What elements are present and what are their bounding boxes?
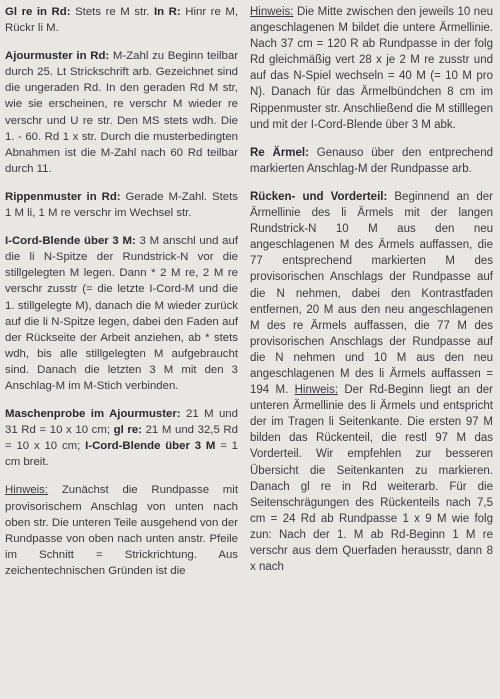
gauge-stockinette-heading: gl re: [113,424,142,437]
note-label: Hinweis: [5,484,49,497]
lace-pattern-paragraph [5,48,238,177]
left-column [5,4,238,591]
sleeve-note-text: Die Mitte zwischen den jeweils 10 neu angeschlagenen M bildet die untere Ärmellinie. Nach 37 cm = 120 R ab Rundpasse in der folg Rd gleichmäßig vert 28 x je 2 M re zusstr und auf das N-Spiel wechseln = 40 M (= 10 M pro N). Danach für das Ärmelbündchen 8 cm im Rippenmuster str. Anschließend die M stilllegen und mit der I-Cord-Blende über 3 M abk. [250,6,493,131]
gauge-text-3: = 1 cm breit. [5,440,238,469]
sleeve-note-label: Hinweis: [250,6,294,18]
gauge-text-2: 21 M und 32,5 Rd = 10 x 10 cm; [5,424,238,453]
rows-heading: In R: [154,6,181,18]
gauge-paragraph [5,406,238,470]
rows-text: Hinr re M, Rückr li M. [5,6,238,35]
body-text-2: Der Rd-Beginn liegt an der unteren Ärmellinie des li Ärmels und entspricht der im Tragen li Seitenkante. Die ersten 97 M bilden das Rückenteil, die restl 97 M das Vorderteil. Wir empfehlen zur besseren Übersicht die Seitenkanten zu markieren. Danach gl re in Rd weiterarb. Für die Seitenschrägungen des Rückenteils nach 7,5 cm = 24 Rd ab Rundpasse 1 x 9 M wie folg zun: Nach der 1. M ab Rd-Beginn 1 M re verschr aus dem Querfaden herausstr, dann 8 x nach [250,384,493,574]
note-text: Zunächst die Rundpasse mit provisorischem Anschlag von unten nach oben str. Die unteren Teile ausgehend von der Rundpasse von oben nach unten anstr. Pfeile im Schnitt = Strickrichtung. Aus zeichentechnischen Gründen ist die [5,484,238,577]
rib-pattern-paragraph [5,189,238,221]
body-paragraph [250,189,493,575]
body-text-1: Beginnend an der Ärmellinie des li Ärmels mit der langen Rundstrick-N 10 M aus den neu angeschlagenen M des Ärmels auffassen, die 77 entsprechend markierten M des provisorischen Anschlags der Rundpasse auf die N nehmen, dabei den Kontrastfaden entfernen, 20 M aus den neu angeschlagenen M des re Ärmels auffassen, die 77 M des provisorischen Anschlags der Rundpasse auf die N nehmen und 10 M aus den neu angeschlagenen M des li Ärmels auffassen = 194 M. [250,190,493,397]
stockinette-paragraph [5,4,238,36]
body-heading: Rücken- und Vorderteil: [250,190,388,203]
lace-pattern-heading: Ajourmuster in Rd: [5,50,110,63]
stockinette-text: Stets re M str. [70,6,155,18]
gauge-heading: Maschenprobe im Ajourmuster: [5,408,181,421]
right-sleeve-text: Genauso über den entprechend markierten Anschlag-M der Rundpasse arb. [250,146,493,175]
gauge-icord-heading: I-Cord-Blende über 3 M [85,440,216,453]
note-paragraph [5,482,238,579]
gauge-text-1: 21 M und 31 Rd = 10 x 10 cm; [5,408,238,437]
body-note-label: Hinweis: [294,384,339,397]
right-sleeve-heading: Re Ärmel: [250,146,309,159]
icord-heading: I-Cord-Blende über 3 M: [5,235,136,248]
icord-paragraph [5,233,238,394]
lace-pattern-text: M-Zahl zu Beginn teilbar durch 25. Lt Strickschrift arb. Gezeichnet sind die ungeraden Rd. In den geraden Rd M str, wie sie erscheinen, re verschr M wieder re verschr und U re str. Den MS stets wdh. Die 1. - 60. Rd 1 x str. Durch die musterbedingten Abnahmen ist die M-Zahl nach 60 Rd teilbar durch 11. [5,50,239,175]
stockinette-heading: Gl re in Rd: [5,6,71,18]
right-sleeve-paragraph [250,145,493,177]
right-column [250,4,493,587]
icord-text: 3 M anschl und auf die li N-Spitze der Rundstrick-N vor die stillgelegten M legen. Dann * 2 M re, 2 M re verschr zusstr (= die letzte I-Cord-M und die 1. stillgelegte M), danach die M wieder zurück auf die li N-Spitze legen, dabei den Faden auf der Rückseite der Arbeit anziehen, ab * stets wdh, bis alle stillgelegten M aufgebraucht sind. Danach die letzten 3 M mit den 3 Anschlag-M im M-Stich verbinden. [5,235,238,392]
rib-pattern-heading: Rippenmuster in Rd: [5,190,121,203]
sleeve-note-paragraph [250,4,493,133]
rib-pattern-text: Gerade M-Zahl. Stets 1 M li, 1 M re verschr im Wechsel str. [5,190,238,220]
